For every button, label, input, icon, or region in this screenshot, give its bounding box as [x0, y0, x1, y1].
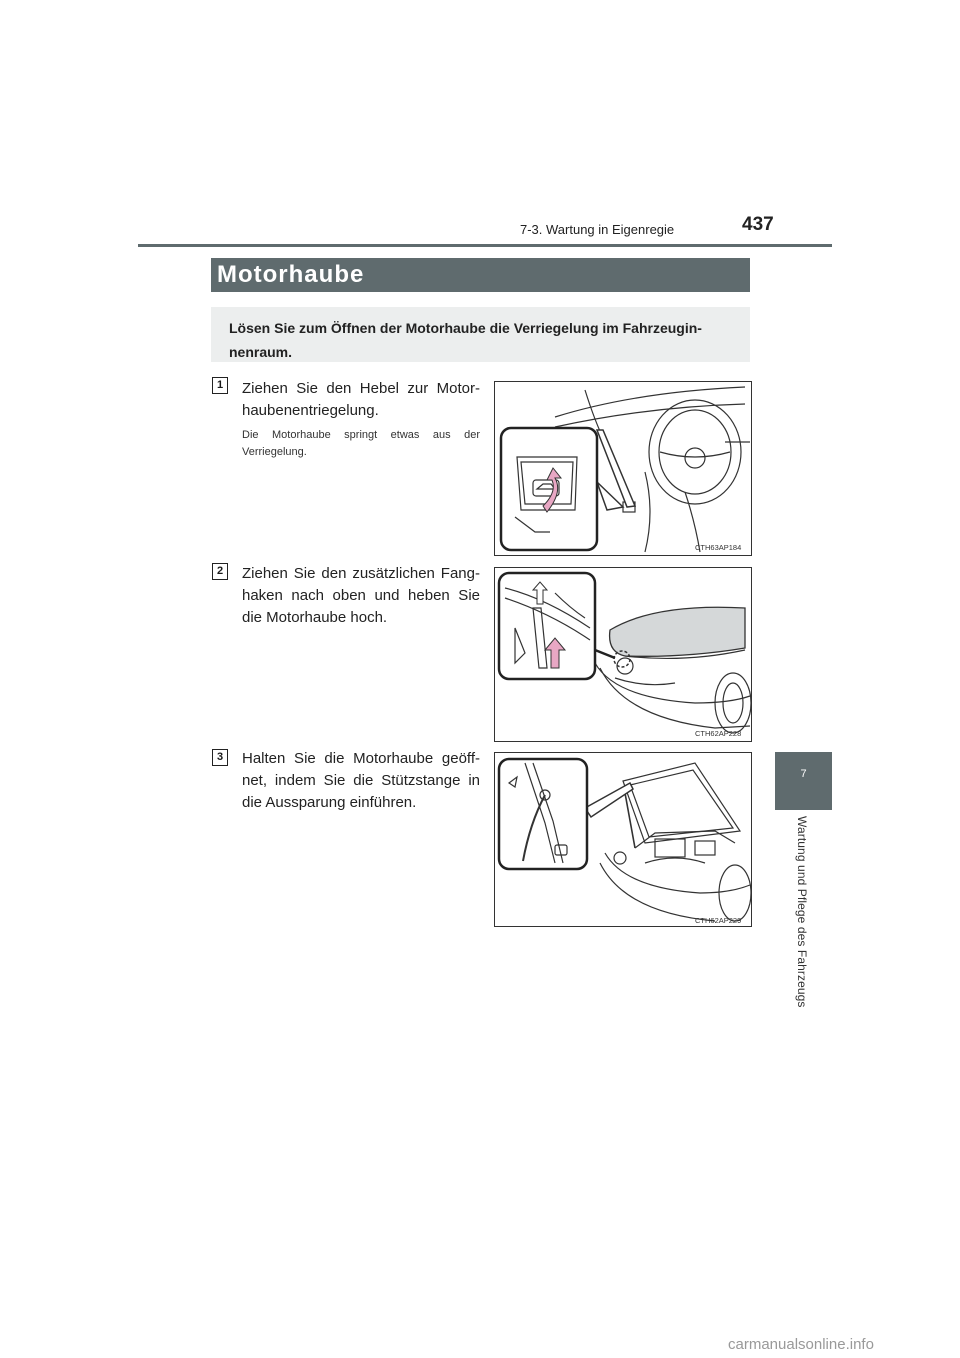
header-divider [138, 244, 832, 247]
step-text-3: Halten Sie die Motorhaube geöff-net, indem Sie die Stützstange in die Aussparung einführen. [242, 750, 480, 811]
section-title: Motorhaube [217, 261, 365, 288]
auxiliary-catch-drawing [495, 568, 751, 741]
header-section-title: 7-3. Wartung in Eigenregie [520, 222, 675, 237]
step-badge-1: 1 [212, 377, 228, 394]
image-code-2: CTH62AP228 [695, 729, 742, 738]
step-badge-3: 3 [212, 749, 228, 766]
chapter-number: 7 [800, 768, 807, 780]
page-number: 437 [742, 214, 774, 235]
image-code-1: CTH63AP184 [695, 543, 742, 552]
chapter-tab[interactable] [775, 752, 832, 810]
step-text-1: Ziehen Sie den Hebel zur Motor-haubenentriegelung. [242, 380, 480, 419]
image-code-3: CTH62AP229 [695, 916, 742, 925]
watermark: carmanualsonline.info [728, 1336, 874, 1353]
illustration-support-rod [494, 752, 752, 927]
step-badge-2: 2 [212, 563, 228, 580]
hood-release-lever-drawing [495, 382, 751, 555]
illustration-hood-release-lever [494, 381, 752, 556]
support-rod-drawing [495, 753, 751, 926]
illustration-auxiliary-catch [494, 567, 752, 742]
intro-box [211, 307, 750, 362]
step-text-2: Ziehen Sie den zusätzlichen Fang-haken nach oben und heben Sie die Motorhaube hoch. [242, 565, 480, 626]
section-title-bar [211, 258, 750, 292]
intro-text: Lösen Sie zum Öffnen der Motorhaube die Verriegelung im Fahrzeugin-nenraum. [229, 320, 702, 360]
chapter-title: Wartung und Pflege des Fahrzeugs [795, 816, 809, 1008]
step-note-1: Die Motorhaube springt etwas aus der Verriegelung. [242, 429, 480, 458]
